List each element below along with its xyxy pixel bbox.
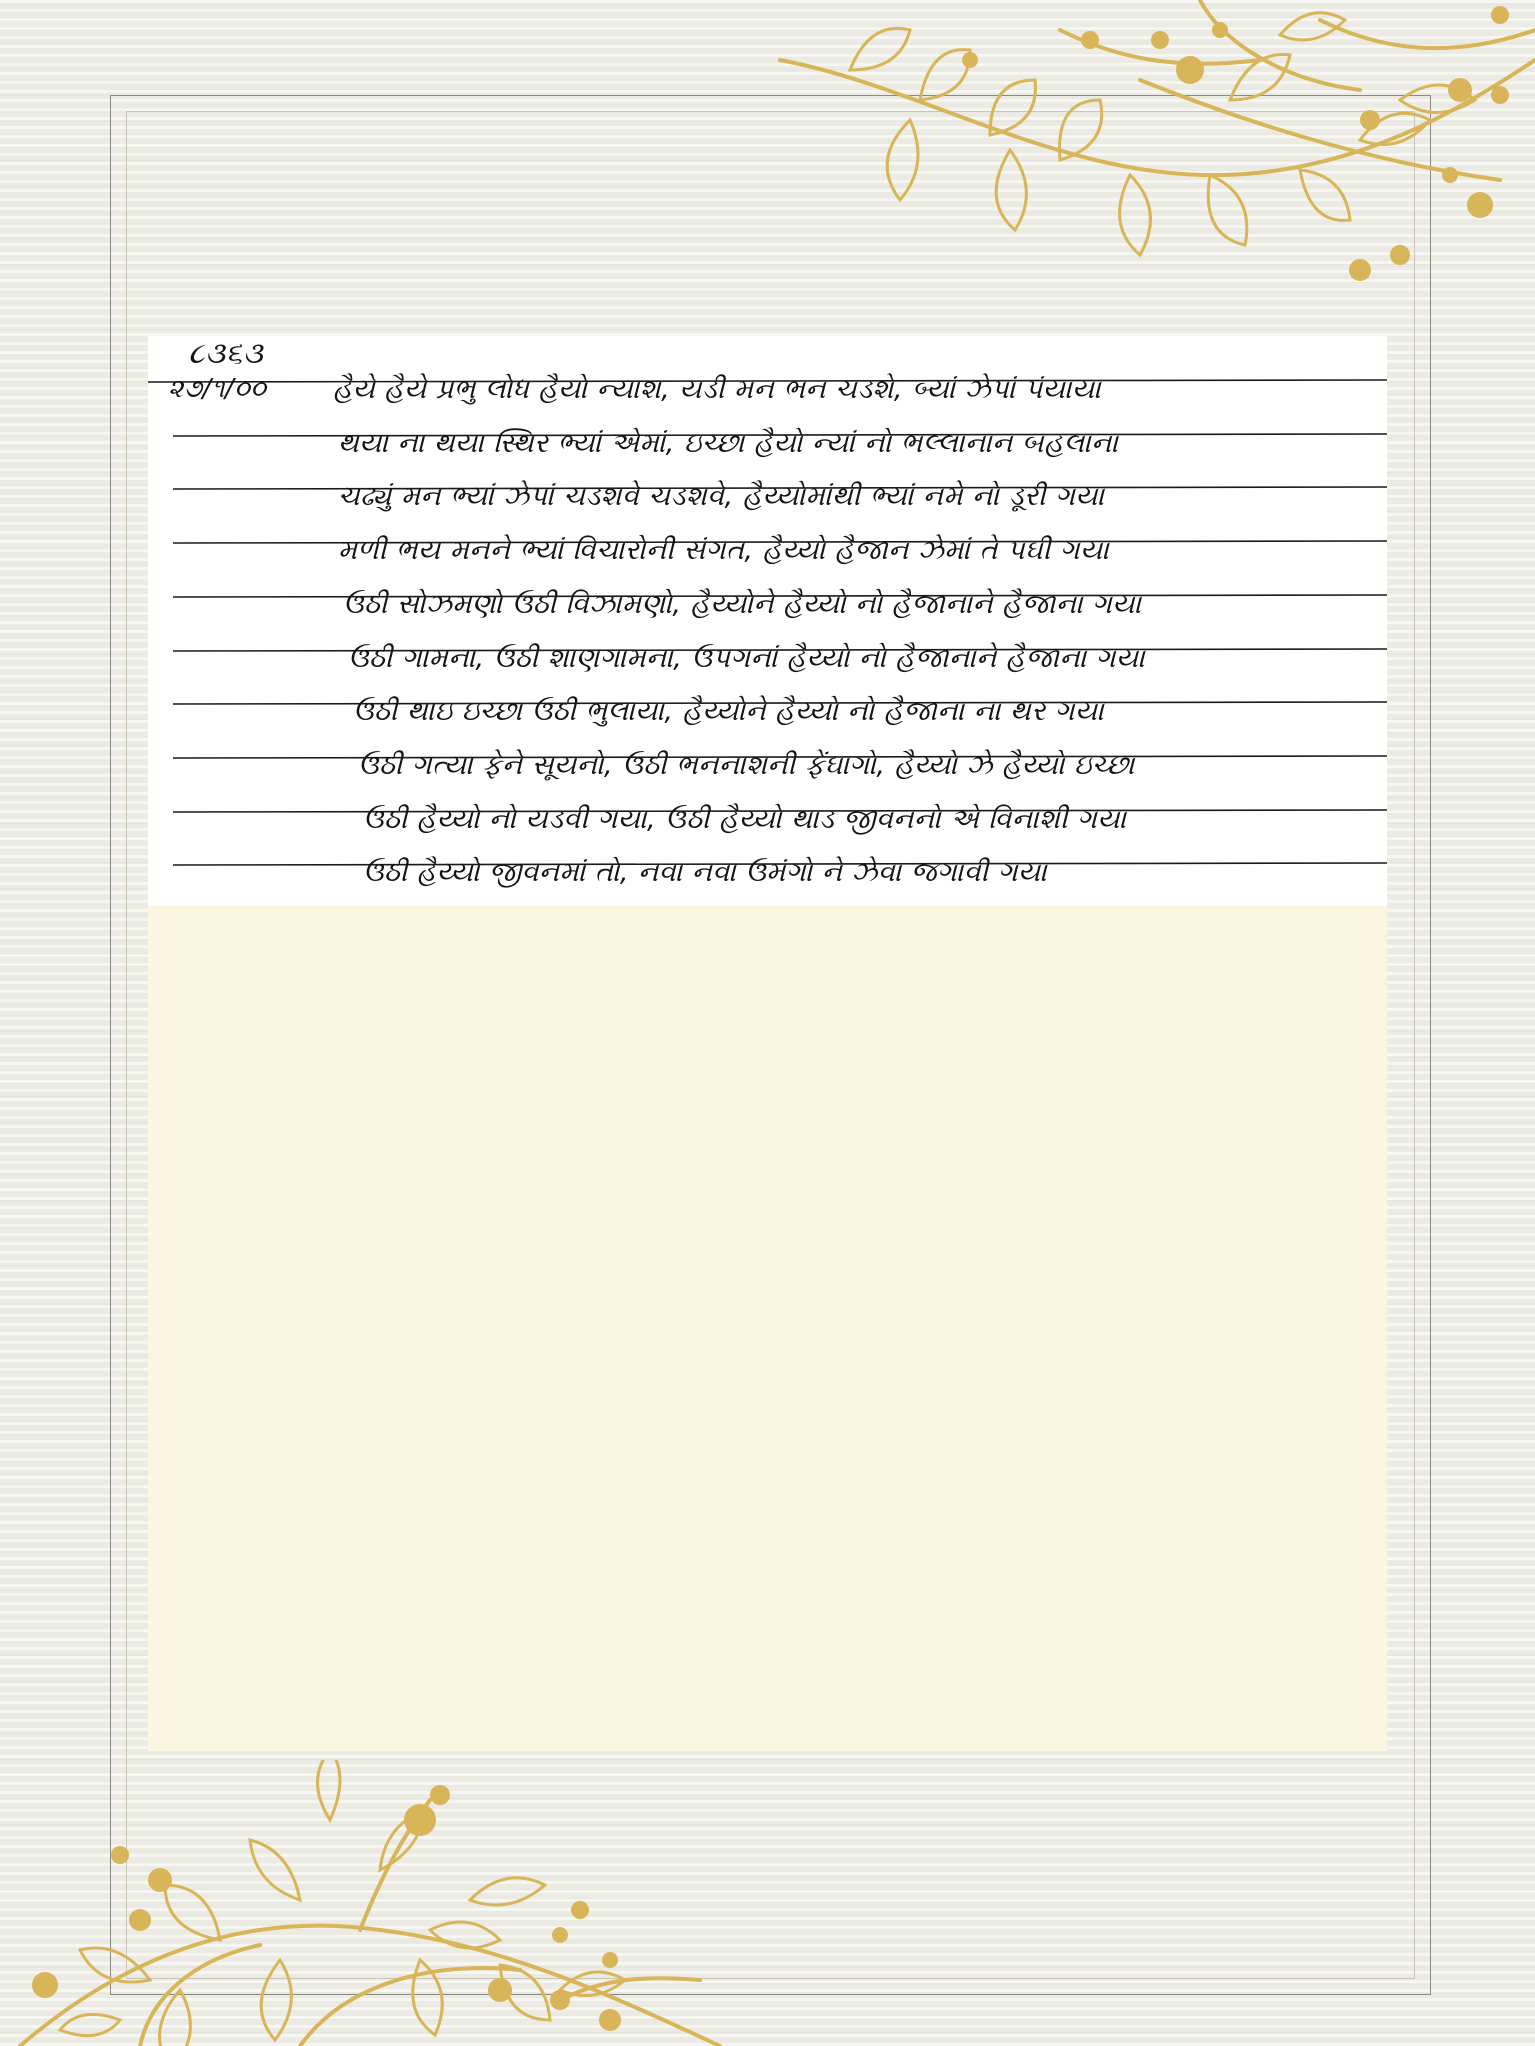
text-line: ઉઠી સોઝમણો ઉઠી વિઝામણો, હૈય્યોને હૈય્યો નો હૈજાનાને હૈજાના ગયા [343, 589, 1142, 620]
text-line: ઉઠી ગામના, ઉઠી શાણગામના, ઉપગનાં હૈય્યો નો હૈજાનાને હૈજાના ગયા [348, 643, 1146, 674]
gold-leaf-ornament-bottom [0, 1760, 780, 2046]
entry-date: ૨૭/૧/૦૦ [168, 374, 267, 404]
text-line: મળી ભય મનને ભ્યાં વિચારોની સંગત, હૈય્યો હૈજાન ઝેમાં તે પઘી ગયા [338, 535, 1110, 566]
text-line: થયા ના થયા સ્થિર ભ્યાં એમાં, ઇચ્છા હૈયો ન્યાં નો ભલ્લાનાન બહલાના [338, 428, 1119, 459]
text-line: ઉઠી હૈય્યો જીવનમાં તો, નવા નવા ઉમંગો ને ઝેવા જગાવી ગયા [363, 857, 1048, 888]
text-line: ચઢ્યું મન ભ્યાં ઝેપાં ચડશવે ચડશવે, હૈય્યોમાંથી ભ્યાં નમે નો ડૂરી ગયા [338, 481, 1105, 512]
entry-number: ૮૩૬૩ [188, 336, 264, 371]
text-line: ઉઠી ગત્યા ફેને સૂયનો, ઉઠી ભનનાશની ફેંઘાગો, હૈય્યો ઝે હૈય્યો ઇચ્છા [358, 750, 1135, 781]
handwritten-scan [148, 336, 1387, 906]
gold-leaf-ornament-top [760, 0, 1535, 310]
text-line: ઉઠી થાઇ ઇચ્છા ઉઠી ભુલાયા, હૈય્યોને હૈય્યો નો હૈજાના ના થર ગયા [353, 696, 1105, 727]
text-line: ઉઠી હૈય્યો નો યડવી ગયા, ઉઠી હૈય્યો થાડ જીવનનો એ વિનાશી ગયા [363, 804, 1127, 835]
text-line: હૈયે હૈયે પ્રભુ લોધ હૈયો ન્યાશ, યડી મન ભન ચડશે, બ્યાં ઝેપાં પંયાયા [333, 374, 1102, 405]
